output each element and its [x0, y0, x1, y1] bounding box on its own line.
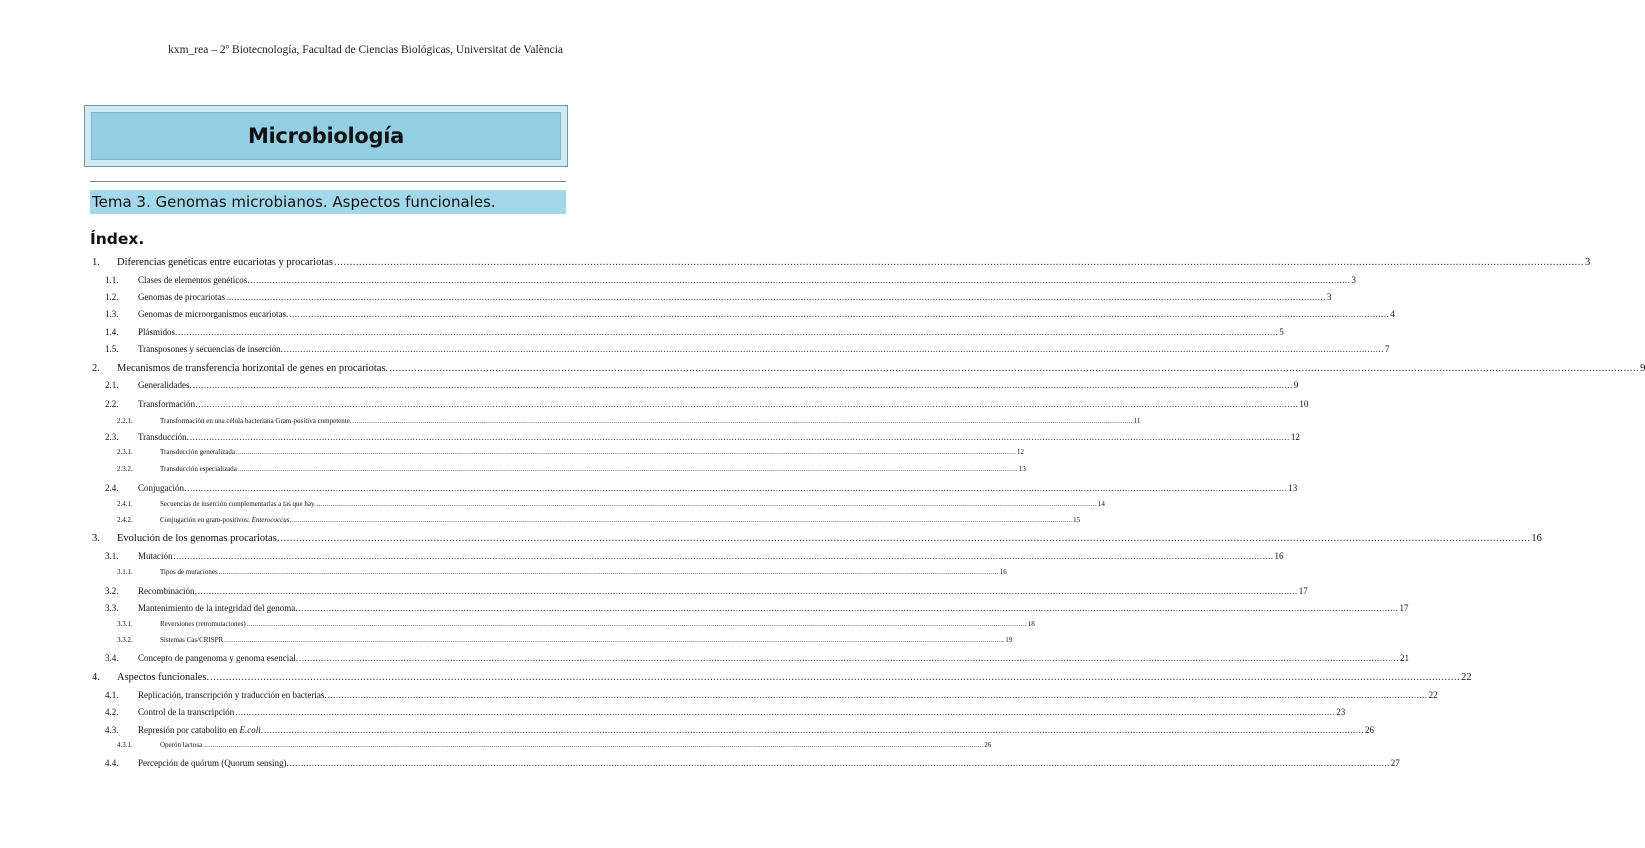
toc-entry-number: 3.3.2. — [117, 636, 133, 644]
toc-dot-leader: ................................................................................................................................................................................................................................................................................................................................................................................................................ — [235, 448, 1016, 456]
toc-dot-leader: ................................................................................................................................................................................................................................................................................................................................................................................................................ — [197, 586, 1298, 596]
toc-entry-number: 2.4. — [105, 483, 119, 493]
toc-entry-number: 1. — [92, 257, 100, 268]
toc-entry-page: 9 — [1640, 363, 1645, 374]
toc-entry-page: 16 — [999, 568, 1007, 576]
toc-entry-number: 2.1. — [105, 380, 119, 390]
toc-entry[interactable] — [0, 707, 1346, 721]
toc-entry-page: 17 — [1399, 603, 1409, 613]
toc-entry-page: 13 — [1018, 465, 1026, 473]
toc-entry-page: 21 — [1399, 653, 1409, 663]
toc-entry-page: 22 — [1461, 672, 1472, 683]
toc-entry-title: Plásmidos. — [138, 327, 178, 337]
toc-dot-leader: ................................................................................................................................................................................................................................................................................................................................................................................................................ — [192, 380, 1293, 390]
toc-entry-number: 3. — [92, 533, 100, 544]
toc-dot-leader: ................................................................................................................................................................................................................................................................................................................................................................................................................ — [187, 483, 1288, 493]
toc-entry[interactable] — [0, 327, 1284, 341]
toc-entry[interactable] — [0, 603, 1409, 617]
toc-dot-leader: ................................................................................................................................................................................................................................................................................................................................................................................................................ — [224, 636, 1005, 644]
toc-entry-number: 3.3. — [105, 603, 119, 613]
toc-entry[interactable] — [0, 344, 1390, 358]
toc-entry-page: 7 — [1384, 344, 1390, 354]
document-title: Microbiología — [247, 124, 405, 148]
toc-dot-leader: ................................................................................................................................................................................................................................................................................................................................................................................................................ — [263, 725, 1364, 735]
toc-entry[interactable] — [0, 309, 1395, 323]
tema-heading: Tema 3. Genomas microbianos. Aspectos funcionales. — [92, 193, 496, 211]
toc-entry[interactable] — [0, 758, 1400, 772]
toc-entry-title: Tipos de mutaciones — [160, 568, 218, 576]
toc-entry[interactable] — [0, 257, 1591, 271]
toc-entry-title: Mutación — [138, 551, 173, 561]
toc-entry-page: 10 — [1299, 399, 1309, 409]
toc-entry-page: 15 — [1073, 516, 1081, 524]
toc-entry[interactable] — [0, 586, 1308, 600]
toc-dot-leader: ................................................................................................................................................................................................................................................................................................................................................................................................................ — [327, 690, 1428, 700]
toc-entry-title: Transformación. — [138, 399, 198, 409]
toc-entry-number: 4.1. — [105, 690, 119, 700]
toc-entry-title: Conjugación en gram-positivos: Enterococcus. — [160, 516, 292, 524]
toc-dot-leader: ................................................................................................................................................................................................................................................................................................................................................................................................................ — [289, 309, 1390, 319]
toc-entry-number: 2.2.1. — [117, 417, 133, 425]
toc-entry-title: Aspectos funcionales. — [117, 672, 210, 683]
toc-entry-number: 4.4. — [105, 758, 119, 768]
toc-entry-title: Transducción especializada — [160, 465, 237, 473]
toc-entry[interactable] — [0, 741, 992, 755]
toc-entry-page: 18 — [1027, 620, 1035, 628]
toc-entry[interactable] — [0, 275, 1356, 289]
toc-entry-title: Sistemas Cas/CRISPR — [160, 636, 224, 644]
toc-entry-page: 3 — [1585, 257, 1591, 268]
toc-entry-title: Genomas de procariotas — [138, 292, 225, 302]
toc-entry[interactable] — [0, 292, 1332, 306]
toc-entry-number: 4.3. — [105, 725, 119, 735]
toc-entry-page: 16 — [1274, 551, 1284, 561]
toc-dot-leader: ................................................................................................................................................................................................................................................................................................................................................................................................................ — [246, 620, 1027, 628]
toc-entry-italic: E.coli — [239, 725, 261, 735]
toc-entry[interactable] — [0, 363, 1645, 377]
toc-dot-leader: ................................................................................................................................................................................................................................................................................................................................................................................................................ — [334, 257, 1585, 268]
toc-entry-number: 3.1. — [105, 551, 119, 561]
toc-entry-number: 2.2. — [105, 399, 119, 409]
toc-entry-title: Genomas de microorganismos eucariotas. — [138, 309, 289, 319]
toc-entry-number: 2. — [92, 363, 100, 374]
toc-dot-leader: ................................................................................................................................................................................................................................................................................................................................................................................................................ — [225, 292, 1326, 302]
toc-entry-title: Mecanismos de transferencia horizontal de genes en procariotas. — [117, 363, 389, 374]
toc-entry[interactable] — [0, 551, 1284, 565]
toc-dot-leader: ................................................................................................................................................................................................................................................................................................................................................................................................................ — [189, 432, 1290, 442]
toc-entry-page: 3 — [1326, 292, 1332, 302]
toc-entry-title: Replicación, transcripción y traducción en bacterias. — [138, 690, 327, 700]
toc-entry-page: 11 — [1133, 417, 1141, 425]
toc-entry-number: 3.3.1. — [117, 620, 133, 628]
toc-dot-leader: ................................................................................................................................................................................................................................................................................................................................................................................................................ — [178, 327, 1279, 337]
toc-dot-leader: ................................................................................................................................................................................................................................................................................................................................................................................................................ — [237, 465, 1018, 473]
toc-dot-leader: ................................................................................................................................................................................................................................................................................................................................................................................................................ — [198, 399, 1299, 409]
toc-entry-number: 2.3.2. — [117, 465, 133, 473]
toc-entry-title: Transformación en una célula bacteriana Gram-positiva competente. — [160, 417, 352, 425]
toc-dot-leader: ................................................................................................................................................................................................................................................................................................................................................................................................................ — [250, 275, 1351, 285]
toc-entry-number: 2.3.1. — [117, 448, 133, 456]
toc-dot-leader: ................................................................................................................................................................................................................................................................................................................................................................................................................ — [210, 672, 1461, 683]
toc-entry-number: 4. — [92, 672, 100, 683]
toc-dot-leader: ................................................................................................................................................................................................................................................................................................................................................................................................................ — [389, 363, 1640, 374]
toc-entry[interactable] — [0, 399, 1309, 413]
toc-entry[interactable] — [0, 653, 1409, 667]
toc-entry[interactable] — [0, 465, 1026, 479]
toc-entry-title: Transducción generalizada — [160, 448, 235, 456]
toc-entry-title: Reversiones (retromutaciones) — [160, 620, 246, 628]
toc-dot-leader: ................................................................................................................................................................................................................................................................................................................................................................................................................ — [235, 707, 1336, 717]
toc-entry-number: 1.3. — [105, 309, 119, 319]
toc-entry-page: 23 — [1336, 707, 1346, 717]
toc-dot-leader: ................................................................................................................................................................................................................................................................................................................................................................................................................ — [280, 533, 1531, 544]
toc-dot-leader: ................................................................................................................................................................................................................................................................................................................................................................................................................ — [352, 417, 1133, 425]
toc-entry[interactable] — [0, 448, 1024, 462]
toc-entry[interactable] — [0, 483, 1298, 497]
toc-dot-leader: ................................................................................................................................................................................................................................................................................................................................................................................................................ — [298, 603, 1399, 613]
toc-entry-number: 1.2. — [105, 292, 119, 302]
toc-entry-page: 13 — [1288, 483, 1298, 493]
toc-entry-number: 4.3.1. — [117, 741, 133, 749]
toc-entry-title: Clases de elementos genéticos. — [138, 275, 250, 285]
toc-entry-page: 12 — [1290, 432, 1300, 442]
toc-dot-leader: ................................................................................................................................................................................................................................................................................................................................................................................................................ — [218, 568, 999, 576]
toc-entry-page: 14 — [1097, 500, 1105, 508]
toc-entry[interactable] — [0, 417, 1141, 431]
toc-entry-title: Generalidades. — [138, 380, 192, 390]
toc-entry-title: Control de la transcripción — [138, 707, 235, 717]
toc-entry-number: 1.5. — [105, 344, 119, 354]
toc-entry-title: Recombinación. — [138, 586, 197, 596]
toc-entry-page: 3 — [1351, 275, 1356, 285]
toc-dot-leader: ................................................................................................................................................................................................................................................................................................................................................................................................................ — [292, 516, 1073, 524]
toc-entry-number: 2.4.1. — [117, 500, 133, 508]
toc-entry-title: Concepto de pangenoma y genoma esencial. — [138, 653, 298, 663]
toc-entry[interactable] — [0, 725, 1374, 739]
toc-entry[interactable] — [0, 690, 1438, 704]
toc-dot-leader: ................................................................................................................................................................................................................................................................................................................................................................................................................ — [173, 551, 1274, 561]
toc-entry-number: 2.3. — [105, 432, 119, 442]
toc-entry-number: 1.1. — [105, 275, 119, 285]
toc-entry-page: 22 — [1428, 690, 1438, 700]
toc-entry-page: 17 — [1298, 586, 1308, 596]
toc-dot-leader: ................................................................................................................................................................................................................................................................................................................................................................................................................ — [203, 741, 984, 749]
toc-entry[interactable] — [0, 500, 1105, 514]
toc-entry-page: 26 — [984, 741, 992, 749]
toc-entry-number: 3.1.1. — [117, 568, 133, 576]
toc-entry-title: Mantenimiento de la integridad del genoma. — [138, 603, 298, 613]
toc-entry[interactable] — [0, 636, 1013, 650]
toc-entry-page: 4 — [1390, 309, 1395, 319]
toc-entry-page: 12 — [1016, 448, 1024, 456]
toc-entry-page: 9 — [1293, 380, 1299, 390]
toc-entry-title: Secuencias de inserción complementarias a las que hay. — [160, 500, 316, 508]
toc-entry[interactable] — [0, 380, 1299, 394]
toc-entry-page: 26 — [1364, 725, 1374, 735]
toc-entry-page: 19 — [1005, 636, 1013, 644]
toc-dot-leader: ................................................................................................................................................................................................................................................................................................................................................................................................................ — [289, 758, 1390, 768]
toc-entry[interactable] — [0, 620, 1035, 634]
toc-entry[interactable] — [0, 432, 1300, 446]
index-heading: Índex. — [90, 230, 145, 248]
toc-entry-title: Represión por catabolito en E.coli. — [138, 725, 263, 735]
toc-entry-title: Conjugación. — [138, 483, 187, 493]
toc-dot-leader: ................................................................................................................................................................................................................................................................................................................................................................................................................ — [283, 344, 1384, 354]
toc-entry-number: 1.4. — [105, 327, 119, 337]
toc-entry-title: Transposones y secuencias de inserción. — [138, 344, 283, 354]
toc-entry-title: Percepción de quórum (Quorum sensing). — [138, 758, 289, 768]
toc-entry-number: 2.4.2. — [117, 516, 133, 524]
toc-entry-number: 3.2. — [105, 586, 119, 596]
toc-entry[interactable] — [0, 533, 1542, 547]
toc-dot-leader: ................................................................................................................................................................................................................................................................................................................................................................................................................ — [316, 500, 1097, 508]
toc-entry-title: Operón lactosa — [160, 741, 203, 749]
toc-entry[interactable] — [0, 568, 1007, 582]
toc-entry[interactable] — [0, 516, 1081, 530]
page-header: kxm_rea – 2º Biotecnología, Facultad de Ciencias Biológicas, Universitat de València — [168, 44, 563, 56]
toc-entry-title: Transducción. — [138, 432, 189, 442]
toc-entry-number: 3.4. — [105, 653, 119, 663]
toc-entry-page: 5 — [1279, 327, 1284, 337]
toc-entry-number: 4.2. — [105, 707, 119, 717]
toc-entry-title: Evolución de los genomas procariotas. — [117, 533, 280, 544]
toc-entry-title: Diferencias genéticas entre eucariotas y procariotas — [117, 257, 334, 268]
toc-dot-leader: ................................................................................................................................................................................................................................................................................................................................................................................................................ — [298, 653, 1399, 663]
toc-entry-page: 27 — [1390, 758, 1400, 768]
toc-entry-italic: Enterococcus — [251, 516, 290, 524]
toc-entry-page: 16 — [1531, 533, 1542, 544]
toc-entry[interactable] — [0, 672, 1472, 686]
